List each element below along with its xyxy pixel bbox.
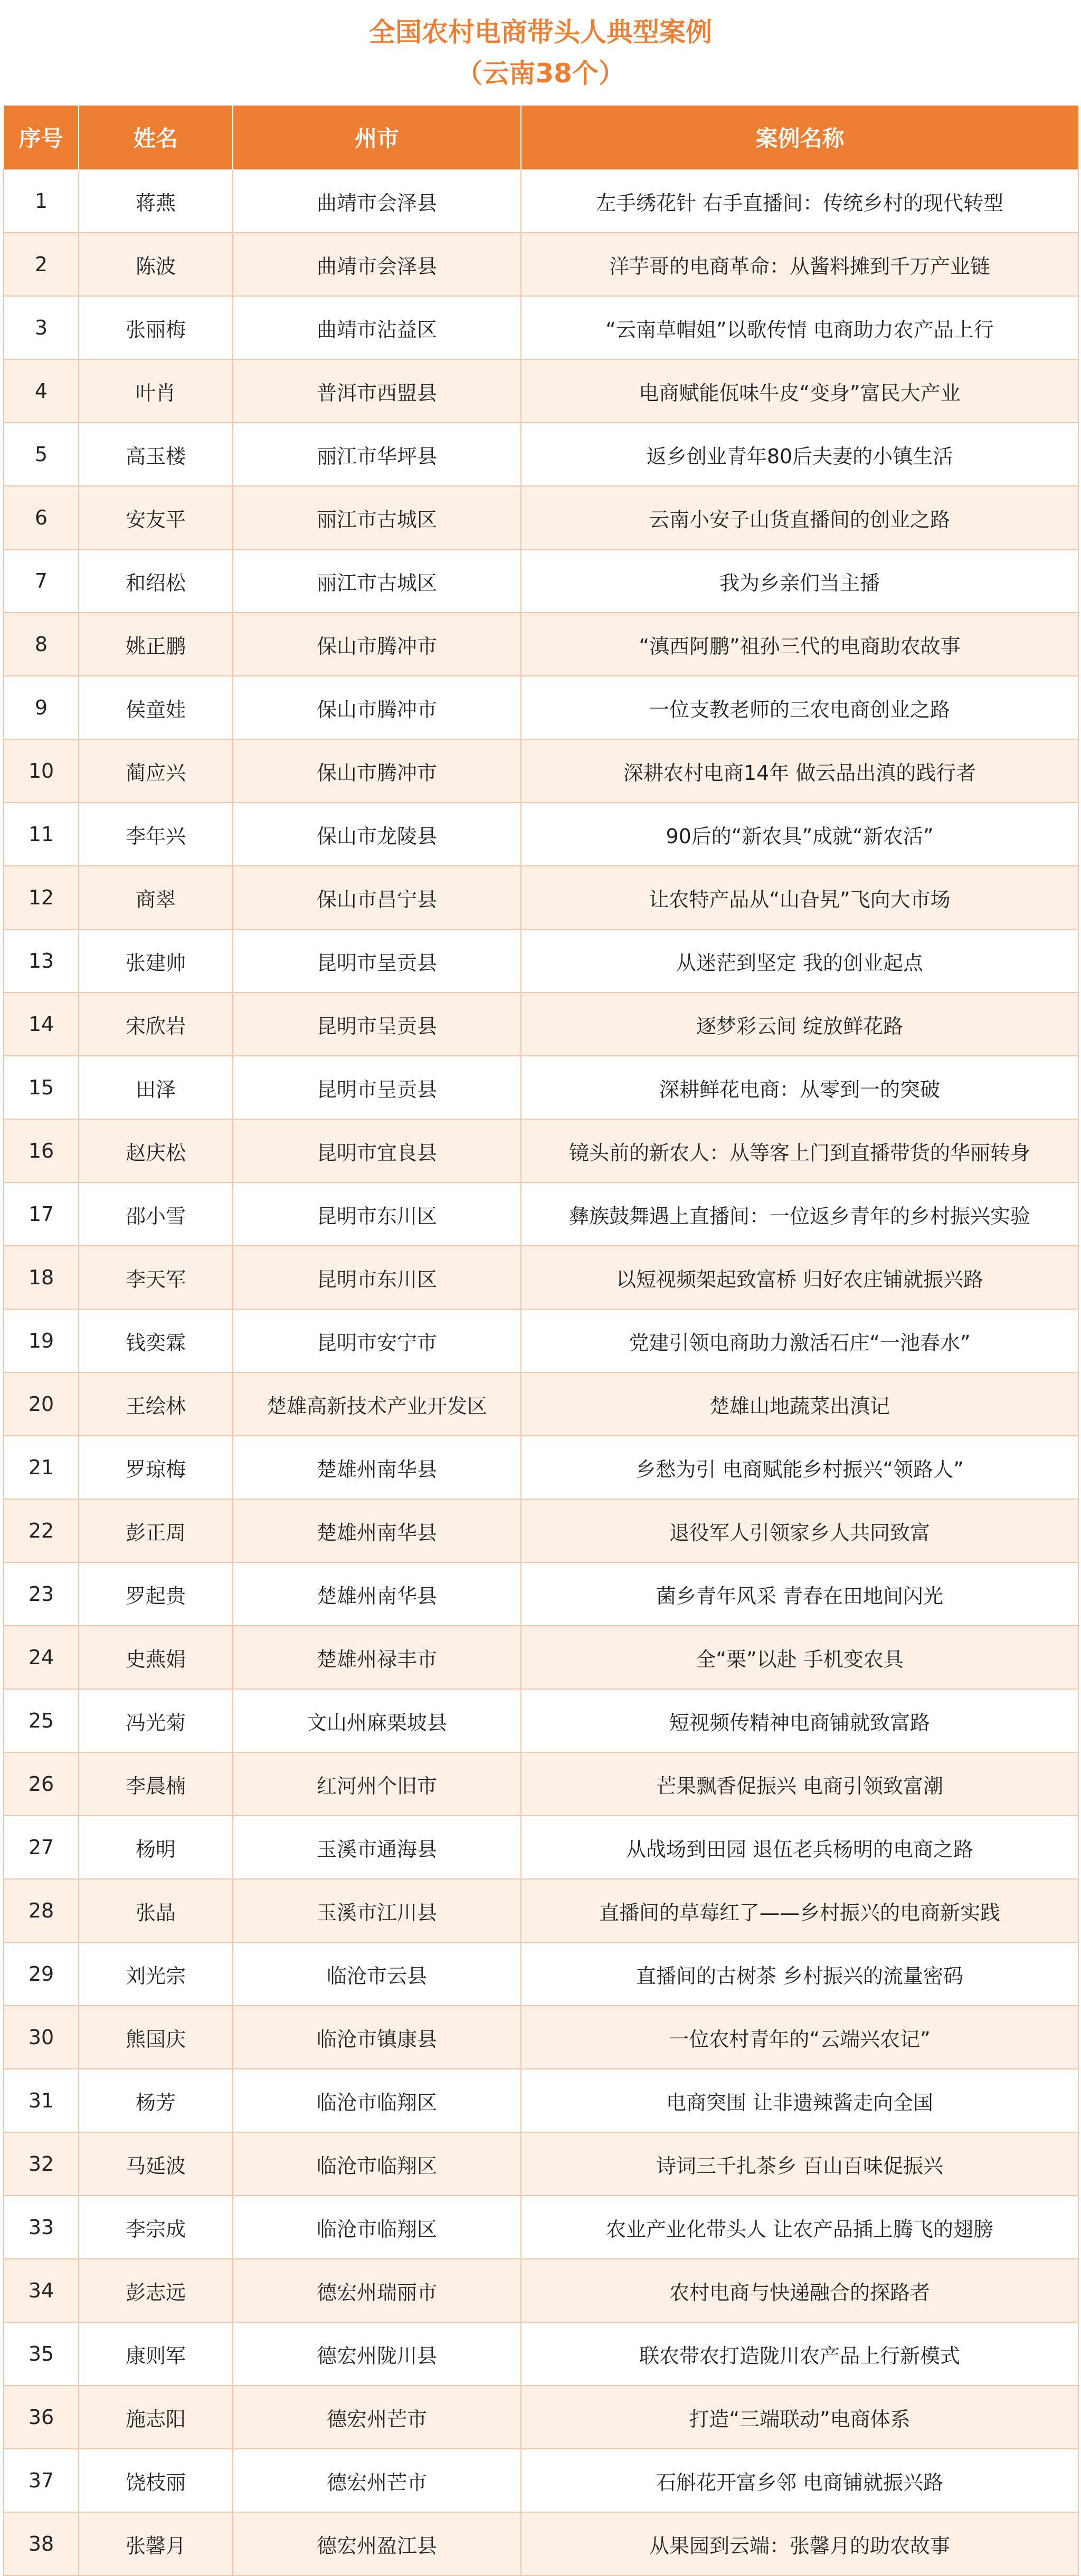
cell-case-title: 深耕农村电商14年 做云品出滇的践行者 (521, 739, 1078, 803)
cell-case-title: 镜头前的新农人：从等客上门到直播带货的华丽转身 (521, 1119, 1078, 1182)
table-row (4, 233, 1078, 296)
cell-name: 冯光菊 (79, 1689, 233, 1752)
table-row (4, 929, 1078, 993)
cell-index: 22 (4, 1499, 79, 1562)
cell-case-title: 洋芋哥的电商革命：从酱料摊到千万产业链 (521, 233, 1078, 296)
cell-index: 35 (4, 2322, 79, 2386)
cell-index: 23 (4, 1562, 79, 1626)
cell-case-title: 从果园到云端：张馨月的助农故事 (521, 2512, 1078, 2575)
cell-name: 邵小雪 (79, 1182, 233, 1246)
cell-region: 楚雄州禄丰市 (233, 1626, 521, 1689)
cell-region: 德宏州盈江县 (233, 2512, 521, 2575)
table-row (4, 1182, 1078, 1246)
cell-index: 13 (4, 929, 79, 993)
cell-case-title: “滇西阿鹏”祖孙三代的电商助农故事 (521, 613, 1078, 676)
table-row (4, 1752, 1078, 1816)
cell-case-title: 从战场到田园 退伍老兵杨明的电商之路 (521, 1816, 1078, 1879)
cell-index: 10 (4, 739, 79, 803)
table-row (4, 866, 1078, 929)
cell-name: 和绍松 (79, 549, 233, 613)
cell-region: 昆明市呈贡县 (233, 993, 521, 1056)
cell-case-title: 以短视频架起致富桥 归好农庄铺就振兴路 (521, 1246, 1078, 1309)
cell-region: 保山市腾冲市 (233, 613, 521, 676)
cell-region: 昆明市东川区 (233, 1182, 521, 1246)
cell-case-title: 楚雄山地蔬菜出滇记 (521, 1372, 1078, 1436)
cell-name: 马延波 (79, 2132, 233, 2196)
cell-index: 30 (4, 2006, 79, 2069)
table-row (4, 2386, 1078, 2449)
cell-index: 33 (4, 2196, 79, 2259)
table-row (4, 1499, 1078, 1562)
table-row (4, 169, 1078, 233)
table-row (4, 2006, 1078, 2069)
cell-name: 安友平 (79, 486, 233, 549)
cell-region: 昆明市东川区 (233, 1246, 521, 1309)
cell-name: 杨明 (79, 1816, 233, 1879)
cell-index: 2 (4, 233, 79, 296)
table-row (4, 803, 1078, 866)
table-row (4, 2132, 1078, 2196)
cell-name: 施志阳 (79, 2386, 233, 2449)
header-name: 姓名 (79, 106, 233, 169)
table-row (4, 423, 1078, 486)
table-row (4, 1119, 1078, 1182)
cell-name: 李天军 (79, 1246, 233, 1309)
cell-region: 昆明市宜良县 (233, 1119, 521, 1182)
cell-name: 陈波 (79, 233, 233, 296)
cell-index: 6 (4, 486, 79, 549)
cell-case-title: 联农带农打造陇川农产品上行新模式 (521, 2322, 1078, 2386)
table-body (4, 169, 1078, 2575)
cell-region: 保山市龙陵县 (233, 803, 521, 866)
cell-region: 红河州个旧市 (233, 1752, 521, 1816)
cell-case-title: 直播间的古树茶 乡村振兴的流量密码 (521, 1942, 1078, 2006)
cell-region: 保山市腾冲市 (233, 739, 521, 803)
cell-name: 饶枝丽 (79, 2449, 233, 2512)
table-row (4, 613, 1078, 676)
cell-index: 11 (4, 803, 79, 866)
table-row (4, 1562, 1078, 1626)
cell-region: 昆明市安宁市 (233, 1309, 521, 1372)
cell-name: 商翠 (79, 866, 233, 929)
table-header-row (4, 106, 1078, 169)
cell-region: 丽江市古城区 (233, 549, 521, 613)
cell-case-title: 乡愁为引 电商赋能乡村振兴“领路人” (521, 1436, 1078, 1499)
page-subtitle: （云南38个） (456, 58, 625, 89)
cell-index: 25 (4, 1689, 79, 1752)
cell-index: 29 (4, 1942, 79, 2006)
cell-case-title: 逐梦彩云间 绽放鲜花路 (521, 993, 1078, 1056)
cell-index: 36 (4, 2386, 79, 2449)
cell-name: 史燕娟 (79, 1626, 233, 1689)
cell-index: 27 (4, 1816, 79, 1879)
cell-region: 楚雄州南华县 (233, 1562, 521, 1626)
cell-name: 康则军 (79, 2322, 233, 2386)
table-row (4, 993, 1078, 1056)
cell-name: 张建帅 (79, 929, 233, 993)
table-row (4, 1879, 1078, 1942)
cell-case-title: 返乡创业青年80后夫妻的小镇生活 (521, 423, 1078, 486)
table-row (4, 1626, 1078, 1689)
cell-index: 1 (4, 169, 79, 233)
cell-name: 叶肖 (79, 359, 233, 423)
cell-index: 28 (4, 1879, 79, 1942)
cell-case-title: 党建引领电商助力激活石庄“一池春水” (521, 1309, 1078, 1372)
cell-region: 曲靖市会泽县 (233, 169, 521, 233)
title-block (3, 0, 1078, 106)
cell-case-title: 90后的“新农具”成就“新农活” (521, 803, 1078, 866)
cell-index: 37 (4, 2449, 79, 2512)
table-row (4, 1436, 1078, 1499)
cell-region: 临沧市临翔区 (233, 2132, 521, 2196)
cell-case-title: 一位支教老师的三农电商创业之路 (521, 676, 1078, 739)
cell-name: 李晨楠 (79, 1752, 233, 1816)
table-row (4, 2069, 1078, 2132)
cell-name: 熊国庆 (79, 2006, 233, 2069)
cell-case-title: 从迷茫到坚定 我的创业起点 (521, 929, 1078, 993)
cell-index: 15 (4, 1056, 79, 1119)
table-row (4, 1246, 1078, 1309)
table-row (4, 2449, 1078, 2512)
cell-case-title: 短视频传精神电商铺就致富路 (521, 1689, 1078, 1752)
cell-index: 4 (4, 359, 79, 423)
cell-index: 7 (4, 549, 79, 613)
cell-region: 楚雄高新技术产业开发区 (233, 1372, 521, 1436)
page-title: 全国农村电商带头人典型案例 (369, 17, 712, 47)
cell-name: 李宗成 (79, 2196, 233, 2259)
cell-region: 玉溪市通海县 (233, 1816, 521, 1879)
header-region: 州市 (233, 106, 521, 169)
cell-region: 德宏州瑞丽市 (233, 2259, 521, 2322)
cell-case-title: 一位农村青年的“云端兴农记” (521, 2006, 1078, 2069)
cell-name: 钱奕霖 (79, 1309, 233, 1372)
cell-case-title: 云南小安子山货直播间的创业之路 (521, 486, 1078, 549)
cell-index: 31 (4, 2069, 79, 2132)
cell-case-title: 让农特产品从“山旮旯”飞向大市场 (521, 866, 1078, 929)
cell-index: 38 (4, 2512, 79, 2575)
table-row (4, 739, 1078, 803)
cell-index: 8 (4, 613, 79, 676)
cell-case-title: 退役军人引领家乡人共同致富 (521, 1499, 1078, 1562)
cell-name: 宋欣岩 (79, 993, 233, 1056)
cell-index: 32 (4, 2132, 79, 2196)
cell-region: 保山市腾冲市 (233, 676, 521, 739)
cell-index: 3 (4, 296, 79, 359)
header-case-title: 案例名称 (521, 106, 1078, 169)
cell-name: 张丽梅 (79, 296, 233, 359)
cell-region: 德宏州芒市 (233, 2449, 521, 2512)
cell-name: 姚正鹏 (79, 613, 233, 676)
cell-region: 临沧市临翔区 (233, 2196, 521, 2259)
cell-case-title: 直播间的草莓红了——乡村振兴的电商新实践 (521, 1879, 1078, 1942)
cell-region: 临沧市临翔区 (233, 2069, 521, 2132)
cell-index: 21 (4, 1436, 79, 1499)
cell-case-title: 打造“三端联动”电商体系 (521, 2386, 1078, 2449)
cell-name: 蔺应兴 (79, 739, 233, 803)
case-table (3, 106, 1079, 2576)
cell-region: 丽江市古城区 (233, 486, 521, 549)
table-row (4, 1942, 1078, 2006)
cell-region: 丽江市华坪县 (233, 423, 521, 486)
cell-case-title: 农业产业化带头人 让农产品插上腾飞的翅膀 (521, 2196, 1078, 2259)
cell-name: 高玉楼 (79, 423, 233, 486)
cell-case-title: 电商赋能佤味牛皮“变身”富民大产业 (521, 359, 1078, 423)
cell-region: 保山市昌宁县 (233, 866, 521, 929)
cell-index: 16 (4, 1119, 79, 1182)
cell-region: 德宏州芒市 (233, 2386, 521, 2449)
table-row (4, 1056, 1078, 1119)
cell-region: 德宏州陇川县 (233, 2322, 521, 2386)
cell-name: 彭正周 (79, 1499, 233, 1562)
cell-case-title: 深耕鲜花电商：从零到一的突破 (521, 1056, 1078, 1119)
table-row (4, 359, 1078, 423)
cell-index: 17 (4, 1182, 79, 1246)
cell-case-title: 电商突围 让非遗辣酱走向全国 (521, 2069, 1078, 2132)
table-row (4, 1309, 1078, 1372)
cell-index: 9 (4, 676, 79, 739)
table-row (4, 296, 1078, 359)
cell-index: 18 (4, 1246, 79, 1309)
cell-name: 侯童娃 (79, 676, 233, 739)
cell-case-title: 彝族鼓舞遇上直播间：一位返乡青年的乡村振兴实验 (521, 1182, 1078, 1246)
cell-index: 12 (4, 866, 79, 929)
cell-region: 楚雄州南华县 (233, 1499, 521, 1562)
header-index: 序号 (4, 106, 79, 169)
cell-region: 昆明市呈贡县 (233, 929, 521, 993)
cell-name: 张馨月 (79, 2512, 233, 2575)
cell-region: 文山州麻栗坡县 (233, 1689, 521, 1752)
cell-name: 罗琼梅 (79, 1436, 233, 1499)
cell-case-title: 菌乡青年风采 青春在田地间闪光 (521, 1562, 1078, 1626)
table-row (4, 549, 1078, 613)
cell-region: 楚雄州南华县 (233, 1436, 521, 1499)
table-row (4, 2322, 1078, 2386)
cell-index: 24 (4, 1626, 79, 1689)
cell-case-title: “云南草帽姐”以歌传情 电商助力农产品上行 (521, 296, 1078, 359)
table-row (4, 2512, 1078, 2575)
cell-index: 26 (4, 1752, 79, 1816)
cell-index: 19 (4, 1309, 79, 1372)
table-row (4, 486, 1078, 549)
cell-name: 张晶 (79, 1879, 233, 1942)
table-row (4, 2196, 1078, 2259)
cell-index: 34 (4, 2259, 79, 2322)
table-row (4, 2259, 1078, 2322)
cell-region: 玉溪市江川县 (233, 1879, 521, 1942)
cell-case-title: 左手绣花针 右手直播间：传统乡村的现代转型 (521, 169, 1078, 233)
cell-region: 昆明市呈贡县 (233, 1056, 521, 1119)
cell-region: 曲靖市会泽县 (233, 233, 521, 296)
cell-name: 刘光宗 (79, 1942, 233, 2006)
cell-region: 普洱市西盟县 (233, 359, 521, 423)
table-row (4, 1689, 1078, 1752)
cell-name: 赵庆松 (79, 1119, 233, 1182)
cell-name: 罗起贵 (79, 1562, 233, 1626)
table-row (4, 676, 1078, 739)
cell-case-title: 诗词三千扎茶乡 百山百味促振兴 (521, 2132, 1078, 2196)
cell-region: 曲靖市沾益区 (233, 296, 521, 359)
cell-case-title: 芒果飘香促振兴 电商引领致富潮 (521, 1752, 1078, 1816)
cell-index: 20 (4, 1372, 79, 1436)
cell-name: 杨芳 (79, 2069, 233, 2132)
cell-index: 14 (4, 993, 79, 1056)
table-row (4, 1816, 1078, 1879)
cell-case-title: 石斛花开富乡邻 电商铺就振兴路 (521, 2449, 1078, 2512)
cell-name: 李年兴 (79, 803, 233, 866)
cell-name: 蒋燕 (79, 169, 233, 233)
cell-region: 临沧市云县 (233, 1942, 521, 2006)
cell-region: 临沧市镇康县 (233, 2006, 521, 2069)
cell-name: 彭志远 (79, 2259, 233, 2322)
cell-index: 5 (4, 423, 79, 486)
cell-case-title: 我为乡亲们当主播 (521, 549, 1078, 613)
cell-case-title: 农村电商与快递融合的探路者 (521, 2259, 1078, 2322)
cell-name: 田泽 (79, 1056, 233, 1119)
table-row (4, 1372, 1078, 1436)
cell-name: 王绘林 (79, 1372, 233, 1436)
cell-case-title: 全“栗”以赴 手机变农具 (521, 1626, 1078, 1689)
